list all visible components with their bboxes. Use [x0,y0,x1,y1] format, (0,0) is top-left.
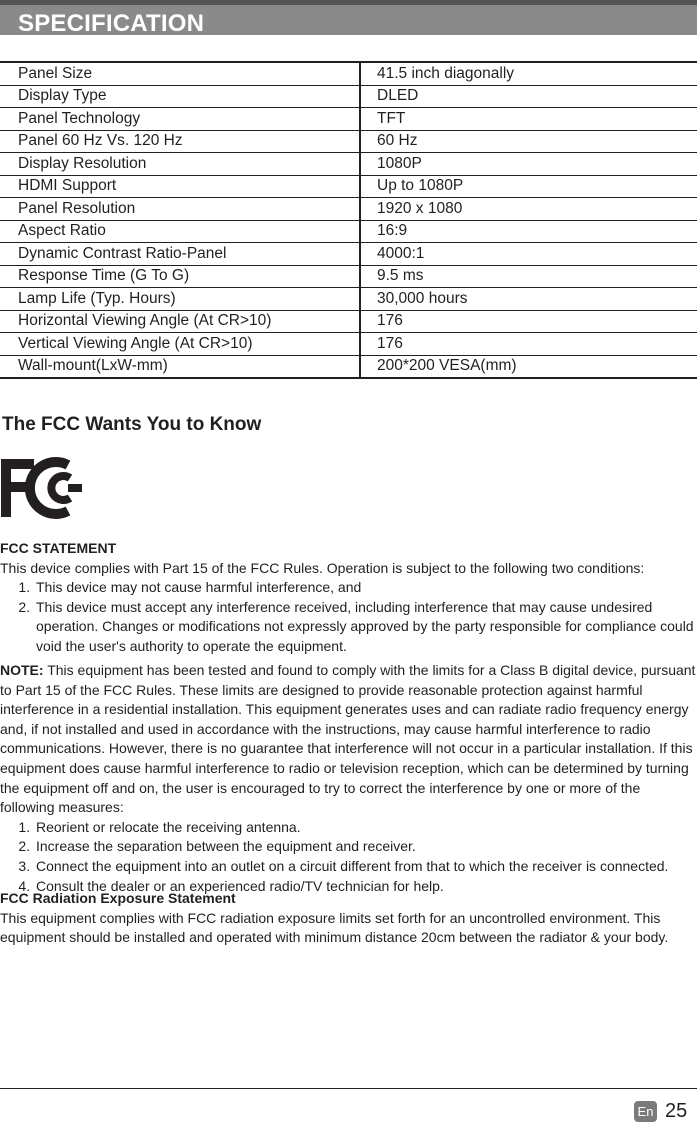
fcc-statement-title: FCC STATEMENT [0,540,117,556]
spec-value: DLED [360,85,697,108]
spec-value: Up to 1080P [360,175,697,198]
spec-row [0,198,697,221]
language-badge: En [634,1101,657,1122]
page-number: 25 [665,1100,688,1122]
spec-value: 9.5 ms [360,265,697,288]
fcc-note-paragraph [0,661,697,818]
spec-row [0,62,697,85]
fcc-condition-item: 1. This device may not cause harmful interference, and [34,578,697,598]
fcc-measure-item: 4. Consult the dealer or an experienced radio/TV technician for help. [34,877,697,897]
spec-value: 176 [360,333,697,356]
radiation-title: FCC Radiation Exposure Statement [0,890,236,906]
fcc-condition-item: 2. This device must accept any interference received, including interference that may cause undesired operation. Changes or modifications not expressly approved by the party responsible for compliance could void the user's authority to operate the equipment. [34,598,697,657]
spec-value: 176 [360,310,697,333]
spec-row [0,288,697,311]
spec-label: Panel 60 Hz Vs. 120 Hz [0,130,360,153]
spec-value: 1920 x 1080 [360,198,697,221]
spec-label: Panel Resolution [0,198,360,221]
spec-label: Response Time (G To G) [0,265,360,288]
spec-label: Aspect Ratio [0,220,360,243]
spec-value: 16:9 [360,220,697,243]
spec-label: Vertical Viewing Angle (At CR>10) [0,333,360,356]
note-label: NOTE: [0,662,44,678]
spec-row [0,355,697,378]
spec-value: 30,000 hours [360,288,697,311]
spec-label: HDMI Support [0,175,360,198]
spec-row [0,175,697,198]
page-title: SPECIFICATION [18,10,205,37]
fcc-note [0,661,697,896]
spec-label: Display Type [0,85,360,108]
spec-value: 41.5 inch diagonally [360,62,697,85]
note-text: This equipment has been tested and found to comply with the limits for a Class B digital device, pursuant to Part 15 of the FCC Rules. These limits are designed to provide reasonable protection against harmful interference in a residential installation. This equipment generates uses and can radiate radio frequency energy and, if not installed and used in accordance with the instructions, may cause harmful interference to radio communications. However, there is no guarantee that interference will not occur in a particular installation. If this equipment does cause harmful interference to radio or television reception, which can be determined by turning the equipment off and on, the user is encouraged to try to correct the interference by one or more of the following measures: [0,662,696,816]
fcc-measure-item: 3. Connect the equipment into an outlet on a circuit different from that to which the receiver is connected. [34,857,697,877]
fcc-measure-item: 2. Increase the separation between the equipment and receiver. [34,837,697,857]
fcc-statement [0,539,697,657]
fcc-radiation-statement [0,889,697,948]
spec-value: 1080P [360,153,697,176]
radiation-text: This equipment complies with FCC radiation exposure limits set forth for an uncontrolled environment. This equipment should be installed and operated with minimum distance 20cm between the radiator & your body. [0,909,669,946]
spec-row [0,333,697,356]
spec-row [0,85,697,108]
spec-row [0,220,697,243]
spec-value: 60 Hz [360,130,697,153]
fcc-measures-list [0,818,697,896]
spec-row [0,108,697,131]
spec-label: Panel Size [0,62,360,85]
spec-label: Panel Technology [0,108,360,131]
footer-divider [0,1088,697,1089]
spec-label: Wall-mount(LxW-mm) [0,355,360,378]
spec-row [0,153,697,176]
spec-label: Dynamic Contrast Ratio-Panel [0,243,360,266]
fcc-measure-item: 1. Reorient or relocate the receiving antenna. [34,818,697,838]
specification-table-body [0,62,697,378]
fcc-heading: The FCC Wants You to Know [2,414,262,435]
spec-value: 200*200 VESA(mm) [360,355,697,378]
spec-label: Lamp Life (Typ. Hours) [0,288,360,311]
fcc-logo [0,457,84,521]
spec-row [0,130,697,153]
spec-value: 4000:1 [360,243,697,266]
spec-label: Display Resolution [0,153,360,176]
spec-row [0,310,697,333]
specification-table [0,61,697,379]
spec-value: TFT [360,108,697,131]
fcc-statement-intro: This device complies with Part 15 of the FCC Rules. Operation is subject to the following two conditions: [0,559,645,576]
spec-row [0,265,697,288]
spec-row [0,243,697,266]
spec-label: Horizontal Viewing Angle (At CR>10) [0,310,360,333]
fcc-conditions-list [0,578,697,656]
